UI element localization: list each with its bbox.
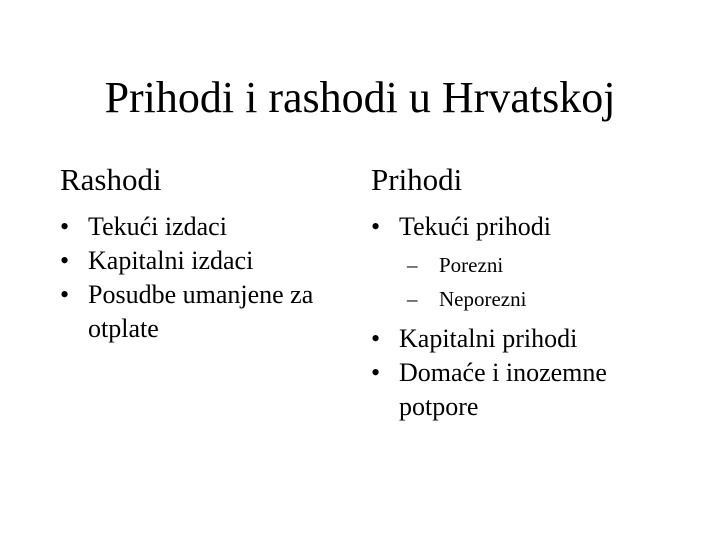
prihodi-item-tekuci-prihodi xyxy=(371,210,671,316)
prihodi-item-kapitalni-prihodi: • Kapitalni prihodi xyxy=(371,322,671,356)
rashodi-list xyxy=(60,210,350,346)
sub-item-porezni: – Porezni xyxy=(407,248,671,282)
rashodi-heading: Rashodi xyxy=(60,162,162,197)
rashodi-column xyxy=(60,162,350,346)
prihodi-item-label: Tekući prihodi xyxy=(399,212,551,241)
rashodi-item-posudbe: • Posudbe umanjene za otplate xyxy=(60,278,350,346)
sub-item-neporezni: – Neporezni xyxy=(407,282,671,316)
prihodi-heading: Prihodi xyxy=(371,162,463,197)
tekuci-prihodi-sublist xyxy=(399,248,671,316)
prihodi-item-potpore: • Domaće i inozemne potpore xyxy=(371,356,671,424)
prihodi-list xyxy=(371,210,671,424)
rashodi-item-kapitalni-izdaci: • Kapitalni izdaci xyxy=(60,244,350,278)
rashodi-item-tekuci-izdaci: • Tekući izdaci xyxy=(60,210,350,244)
slide-title: Prihodi i rashodi u Hrvatskoj xyxy=(104,73,616,122)
prihodi-column xyxy=(371,162,671,424)
